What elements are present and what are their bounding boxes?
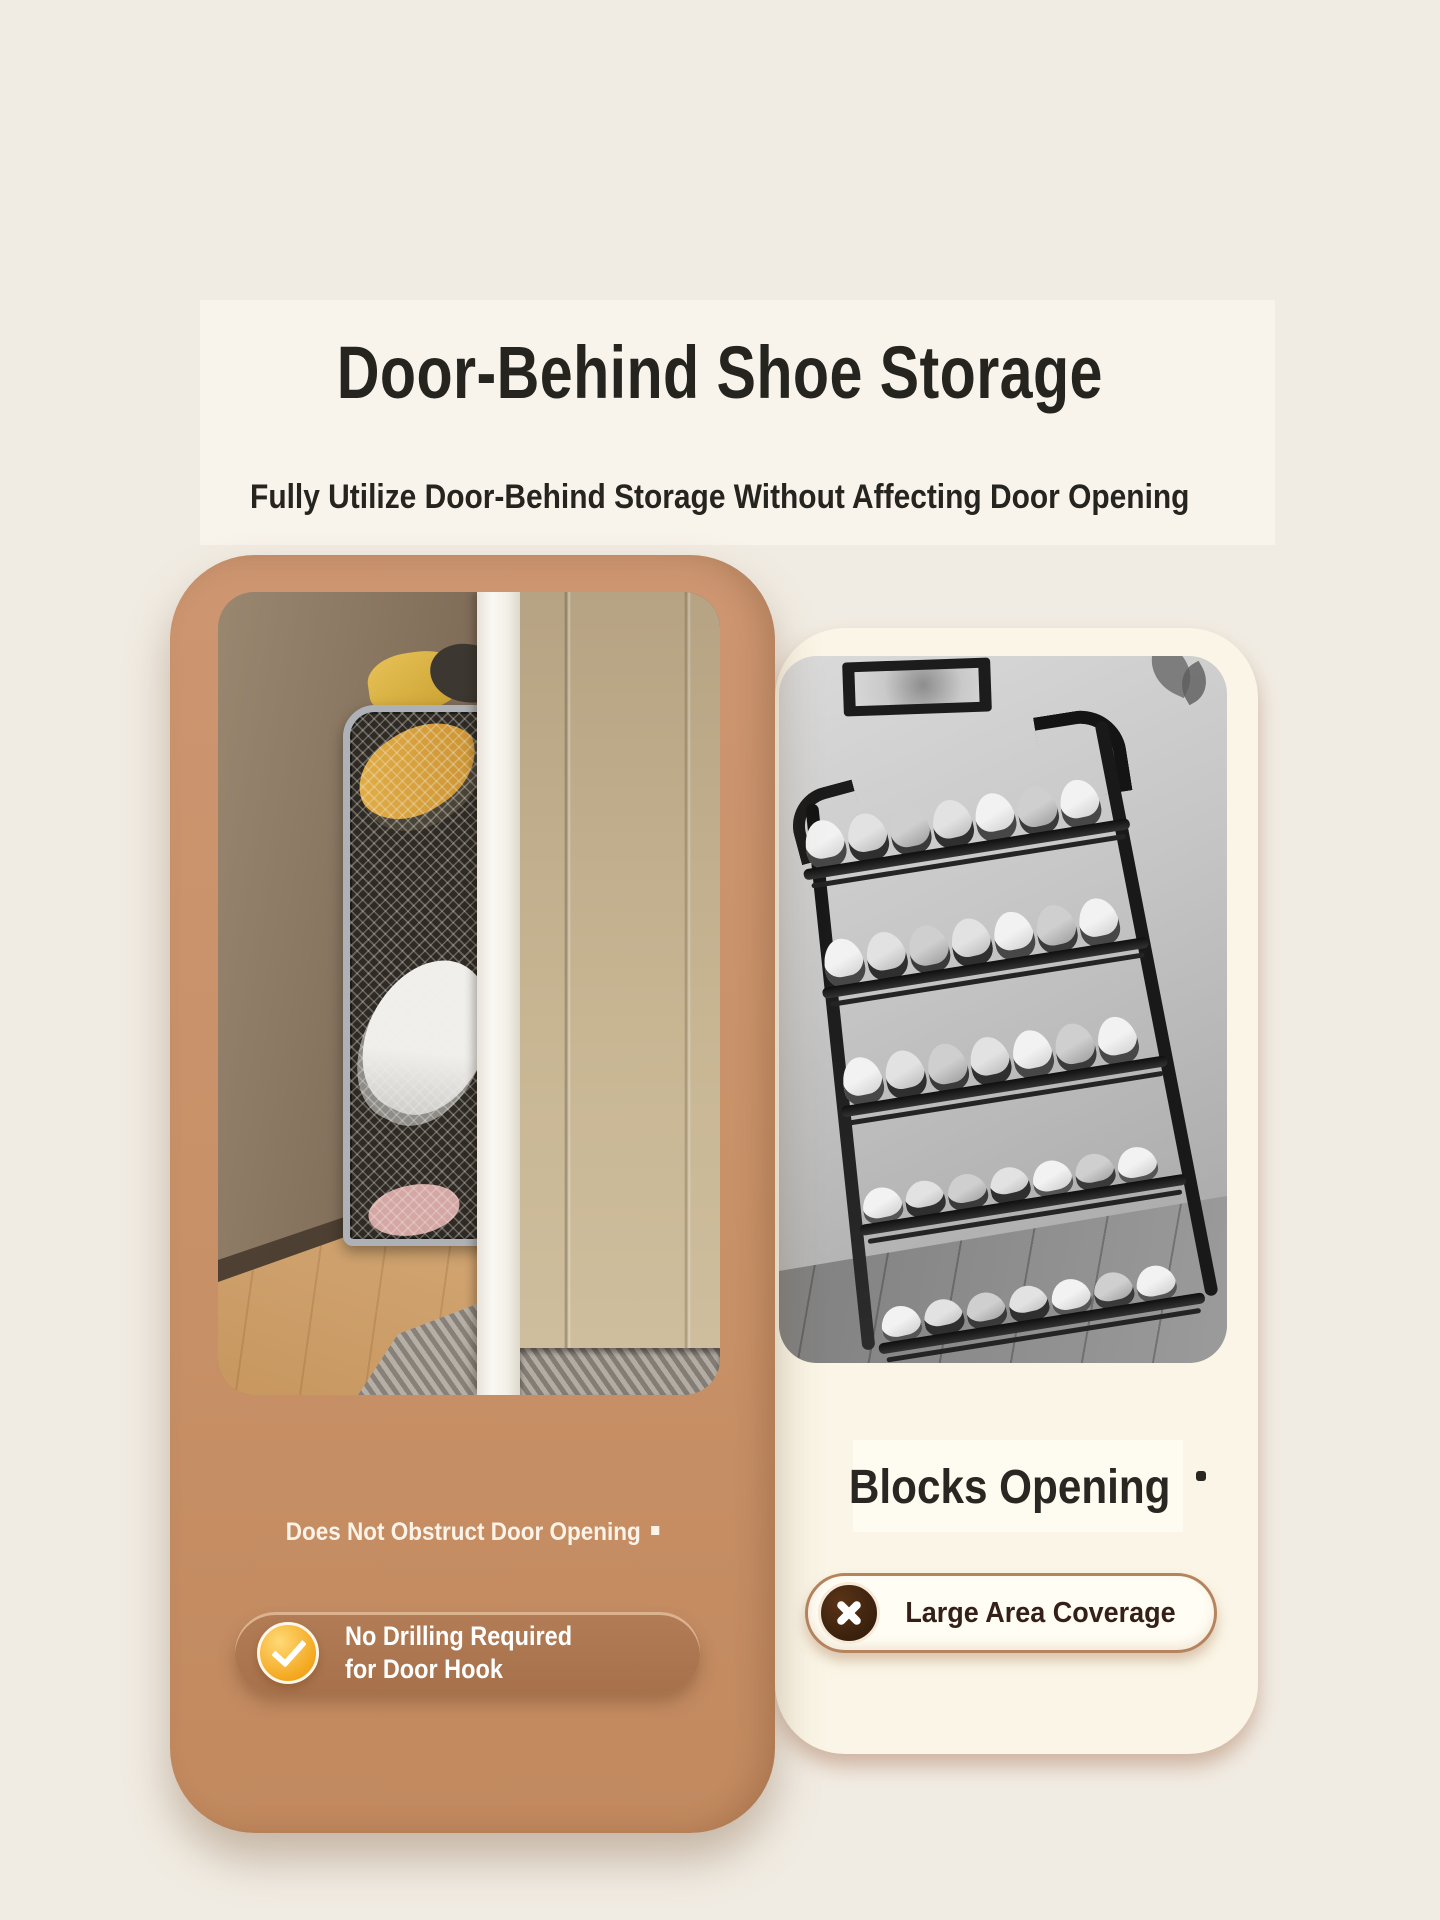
no-drilling-badge — [235, 1612, 700, 1693]
floor-shoe-rack — [785, 718, 1212, 1349]
no-obstruction-caption — [170, 1518, 775, 1547]
blocks-opening-heading-wrap — [775, 1460, 1258, 1515]
door-mesh-rack-photo — [218, 592, 720, 1395]
rug — [520, 1348, 720, 1395]
blocks-opening-heading: Blocks Opening — [848, 1461, 1171, 1514]
bad-example-card — [775, 628, 1258, 1754]
dot-accent — [1196, 1471, 1206, 1481]
no-drilling-badge-label — [345, 1620, 572, 1685]
no-drilling-line1: No Drilling Required — [345, 1621, 573, 1652]
page-title-wrap — [0, 330, 1440, 415]
good-example-card — [170, 555, 775, 1833]
large-area-badge — [805, 1573, 1217, 1653]
page-subtitle-wrap — [0, 478, 1440, 517]
no-obstruction-caption-text: Does Not Obstruct Door Opening — [285, 1518, 641, 1546]
picture-frame — [842, 657, 992, 716]
door-edge — [477, 592, 520, 1395]
check-icon — [257, 1622, 319, 1684]
cross-icon — [818, 1582, 880, 1644]
door-panel — [520, 592, 720, 1395]
shoe-rack-photo — [779, 656, 1227, 1363]
page-title: Door-Behind Shoe Storage — [336, 331, 1104, 414]
no-drilling-line2: for Door Hook — [345, 1653, 503, 1684]
page-subtitle: Fully Utilize Door-Behind Storage Without Affecting Door Opening — [250, 478, 1190, 516]
square-bullet — [651, 1526, 659, 1535]
large-area-badge-label: Large Area Coverage — [905, 1596, 1176, 1629]
